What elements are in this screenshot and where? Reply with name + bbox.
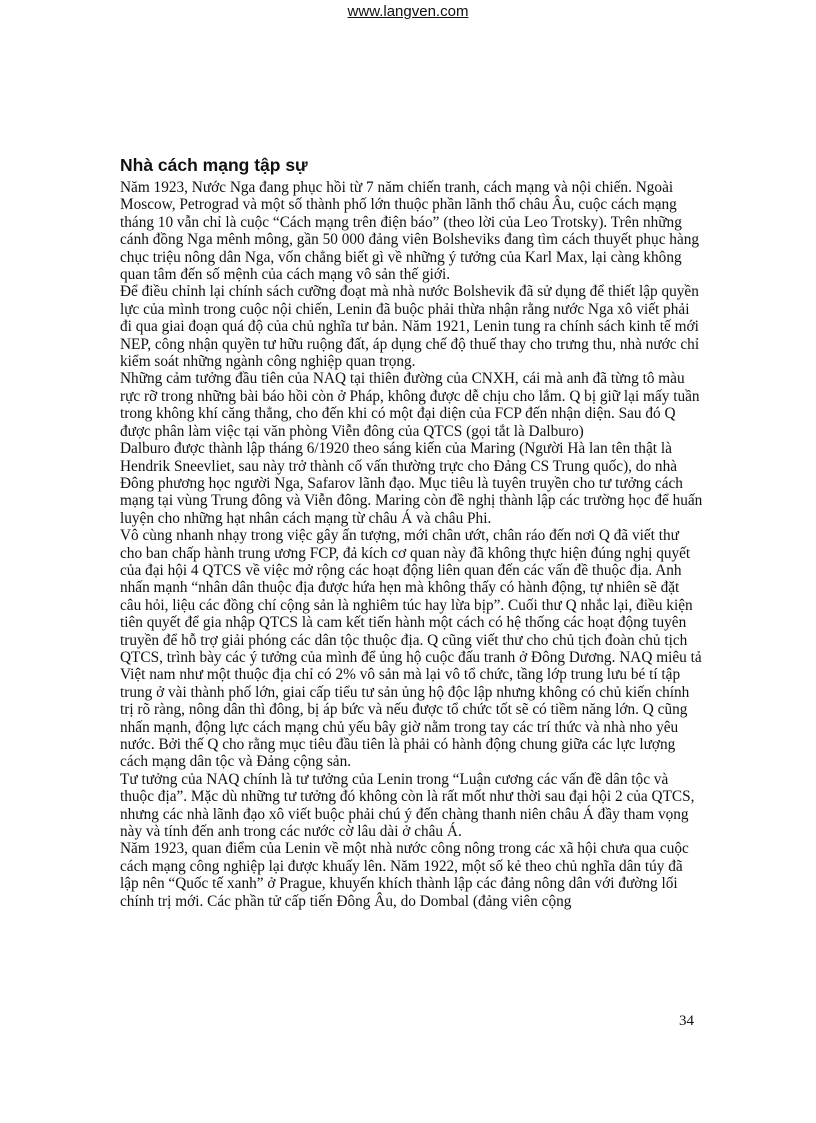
website-link[interactable]: www.langven.com bbox=[347, 3, 469, 20]
paragraph-3: Những cảm tưởng đầu tiên của NAQ tại thiên đường của CNXH, cái mà anh đã từng tô màu rực rỡ trong những bài báo hồi còn ở Pháp, không được dễ chịu cho lắm. Q bị giữ lại mấy tuần trong không khí căng thẳng, cho đến khi có một đại diện của FCP đến nhận diện. Sau đó Q được phân làm việc tại văn phòng Viễn đông của QTCS (gọi tắt là Dalburo) bbox=[120, 370, 700, 440]
paragraph-2: Để điều chỉnh lại chính sách cưỡng đoạt mà nhà nước Bolshevik đã sử dụng để thiết lập quyền lực của mình trong cuộc nội chiến, Lenin đã buộc phải thừa nhận rằng nước Nga xô viết phải đi qua giai đoạn quá độ của chủ nghĩa tư bản. Năm 1921, Lenin tung ra chính sách kinh tế mới NEP, công nhận quyền tư hữu ruộng đất, áp dụng chế độ thuế thay cho trưng thu, nhà nước chỉ kiểm soát những ngành công nghiệp quan trọng. bbox=[120, 283, 700, 371]
paragraph-7: Năm 1923, quan điểm của Lenin về một nhà nước công nông trong các xã hội chưa qua cuộc cách mạng công nghiệp lại được khuấy lên. Năm 1922, một số kẻ theo chủ nghĩa dân túy đã lập nên “Quốc tế xanh” ở Prague, khuyến khích thành lập các đảng nông dân với đường lối chính trị mới. Các phần tử cấp tiến Đông Âu, do Dombal (đảng viên cộng bbox=[120, 840, 689, 910]
paragraph-5: Vô cùng nhanh nhạy trong việc gây ấn tượng, mới chân ướt, chân ráo đến nơi Q đã viết thư cho ban chấp hành trung ương FCP, đả kích cơ quan này đã không thực hiện đúng nghị quyết của đại hội 4 QTCS về việc mở rộng các hoạt động liên quan đến các vấn đề thuộc địa. Anh nhấn mạnh “nhân dân thuộc địa được hứa hẹn mà không thấy có hành động, tự nhiên sẽ đặt câu hỏi, liệu các đồng chí cộng sản là nghiêm túc hay lừa bịp”. Cuối thư Q nhắc lại, điều kiện tiên quyết để gia nhập QTCS là cam kết tiến hành một cách có hệ thống các hoạt động tuyên truyền để hỗ trợ giải phóng các dân tộc thuộc địa. Q cũng viết thư cho chủ tịch đoàn chủ tịch QTCS, trình bày các ý tưởng của mình để ủng hộ cuộc đấu tranh ở Đông Dương. NAQ miêu tả Việt nam như một thuộc địa chỉ có 2% vô sản mà lại vô tổ chức, tầng lớp trung lưu bé tí tập trung ở vài thành phố lớn, giai cấp tiểu tư sản ủng hộ độc lập nhưng không có chủ kiến chính trị rõ ràng, nông dân thì đông, bị áp bức và nếu được tổ chức tốt sẽ có tiềm năng lớn. Q cũng nhấn mạnh, động lực cách mạng chủ yếu bây giờ nằm trong tay các trí thức và nhà nho yêu nước. Bởi thế Q cho rằng mục tiêu đầu tiên là phải có hành động chung giữa các lực lượng cách mạng dân tộc và Đảng cộng sản. bbox=[120, 527, 702, 771]
paragraph-1: Năm 1923, Nước Nga đang phục hồi từ 7 năm chiến tranh, cách mạng và nội chiến. Ngoài Moscow, Petrograd và một số thành phố lớn thuộc phần lãnh thổ châu Âu, cuộc cách mạng tháng 10 vẫn chỉ là cuộc “Cách mạng trên điện báo” (theo lời của Leo Trotsky). Trên những cánh đồng Nga mênh mông, gần 50 000 đảng viên Bolsheviks đang tìm cách thuyết phục hàng chục triệu nông dân Nga, vốn chẳng biết gì về những ý tưởng của Karl Max, lại càng không quan tâm đến số mệnh của cách mạng vô sản thế giới. bbox=[120, 179, 700, 284]
paragraph-6: Tư tưởng của NAQ chính là tư tưởng của Lenin trong “Luận cương các vấn đề dân tộc và thuộc địa”. Mặc dù những tư tưởng đó không còn là rất mốt như thời sau đại hội 2 của QTCS, nhưng các nhà lãnh đạo xô viết buộc phải chú ý đến chàng thanh niên châu Á đầy tham vọng này và tính đến anh trong các nước cờ lâu dài ở châu Á. bbox=[120, 770, 695, 841]
chapter-title: Nhà cách mạng tập sự bbox=[120, 155, 308, 175]
chapter-section bbox=[120, 154, 704, 910]
paragraph-4: Dalburo được thành lập tháng 6/1920 theo sáng kiến của Maring (Người Hà lan tên thật là Hendrik Sneevliet, sau này trở thành cố vấn thường trực cho Đảng CS Trung quốc), do nhà Đông phương học người Nga, Safarov lãnh đạo. Mục tiêu là tuyên truyền cho tư tưởng cách mạng tại vùng Trung đông và Viễn đông. Maring còn đề nghị thành lập các trường học để huấn luyện cho những hạt nhân cách mạng từ châu Á và châu Phi. bbox=[120, 440, 703, 527]
page-number: 34 bbox=[679, 1013, 694, 1029]
